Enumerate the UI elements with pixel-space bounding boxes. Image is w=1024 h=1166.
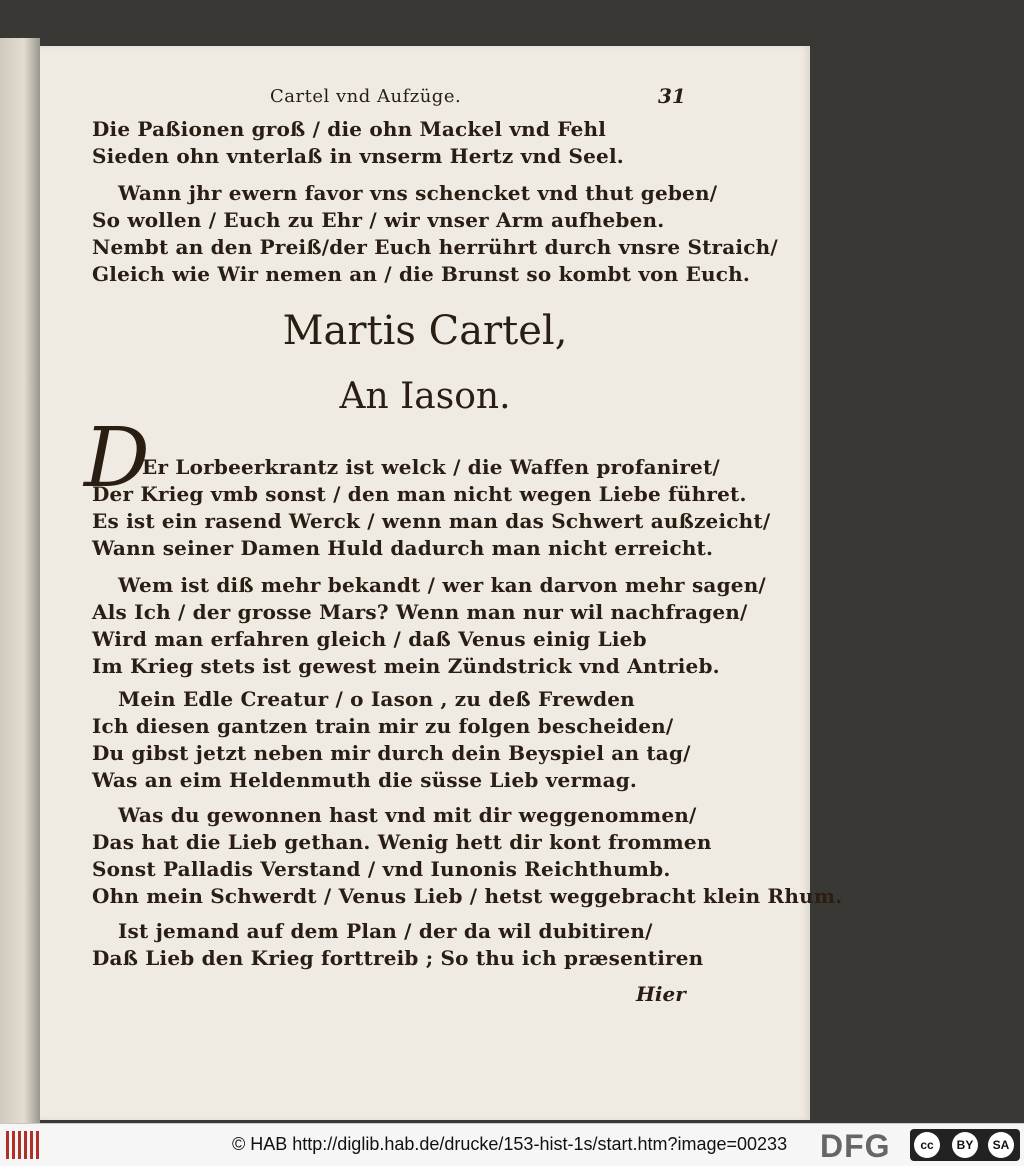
verse-line: Was an eim Heldenmuth die süsse Lieb vermag. bbox=[92, 768, 638, 792]
verse-line: Mein Edle Creatur / o Iason , zu deß Frewden bbox=[118, 687, 635, 711]
verse-line: Ohn mein Schwerdt / Venus Lieb / hetst weggebracht klein Rhum. bbox=[92, 884, 843, 908]
verse-line: Der Krieg vmb sonst / den man nicht wegen Liebe führet. bbox=[92, 482, 747, 506]
catchword: Hier bbox=[636, 982, 686, 1006]
stanza-was bbox=[92, 802, 843, 910]
verse-line: Wann seiner Damen Huld dadurch man nicht erreicht. bbox=[92, 536, 714, 560]
decorated-initial: D bbox=[84, 411, 150, 506]
viewer-footer bbox=[0, 1123, 1024, 1166]
verse-line: Nembt an den Preiß/der Euch herrührt durch vnsre Straich/ bbox=[92, 235, 778, 259]
verse-line: Sieden ohn vnterlaß in vnserm Hertz vnd Seel. bbox=[92, 144, 624, 168]
verse-line: Wem ist diß mehr bekandt / wer kan darvon mehr sagen/ bbox=[118, 573, 766, 597]
verse-line: Es ist ein rasend Werck / wenn man das Schwert außzeicht/ bbox=[92, 509, 771, 533]
verse-line: Das hat die Lieb gethan. Wenig hett dir kont frommen bbox=[92, 830, 712, 854]
stanza-wann bbox=[92, 180, 778, 288]
verse-line: Im Krieg stets ist gewest mein Zündstrick vnd Antrieb. bbox=[92, 654, 720, 678]
book-page bbox=[40, 46, 843, 1120]
stanza-mein bbox=[92, 686, 712, 794]
page-number: 31 bbox=[658, 84, 686, 108]
verse-line: Ist jemand auf dem Plan / der da wil dubitiren/ bbox=[118, 919, 653, 943]
verse-line: Er Lorbeerkrantz ist welck / die Waffen profaniret/ bbox=[142, 455, 720, 479]
verse-line: Wird man erfahren gleich / daß Venus einig Lieb bbox=[92, 627, 647, 651]
verse-line: Was du gewonnen hast vnd mit dir weggenommen/ bbox=[118, 803, 697, 827]
stanza-der bbox=[92, 454, 771, 562]
section-subtitle: An Iason. bbox=[339, 376, 511, 417]
verse-line: So wollen / Euch zu Ehr / wir vnser Arm aufheben. bbox=[92, 208, 665, 232]
verse-line: Du gibst jetzt neben mir durch dein Beyspiel an tag/ bbox=[92, 741, 691, 765]
sa-icon: SA bbox=[988, 1132, 1014, 1158]
dfg-logo: DFG bbox=[820, 1128, 891, 1164]
stanza-top bbox=[92, 116, 712, 170]
section-title: Martis Cartel, bbox=[282, 308, 568, 354]
stanza-wem bbox=[92, 572, 766, 680]
verse-line: Ich diesen gantzen train mir zu folgen bescheiden/ bbox=[92, 714, 674, 738]
by-icon: BY bbox=[952, 1132, 978, 1158]
running-head: Cartel vnd Aufzüge. bbox=[270, 86, 462, 107]
source-link[interactable]: © HAB http://diglib.hab.de/drucke/153-hist-1s/start.htm?image=00233 bbox=[232, 1134, 788, 1154]
verse-line: Wann jhr ewern favor vns schencket vnd thut geben/ bbox=[118, 181, 718, 205]
verse-line: Die Paßionen groß / die ohn Mackel vnd Fehl bbox=[92, 117, 607, 141]
verse-line: Sonst Palladis Verstand / vnd Iunonis Reichthumb. bbox=[92, 857, 671, 881]
verse-line: Daß Lieb den Krieg forttreib ; So thu ich præsentiren bbox=[92, 946, 704, 970]
left-page-edge bbox=[0, 38, 40, 1123]
cc-icon: cc bbox=[914, 1132, 940, 1158]
stanza-ist bbox=[92, 918, 712, 972]
license-badge[interactable] bbox=[910, 1129, 1020, 1161]
barcode-icon bbox=[6, 1131, 42, 1159]
verse-line: Als Ich / der grosse Mars? Wenn man nur wil nachfragen/ bbox=[92, 600, 748, 624]
verse-line: Gleich wie Wir nemen an / die Brunst so kombt von Euch. bbox=[92, 262, 751, 286]
